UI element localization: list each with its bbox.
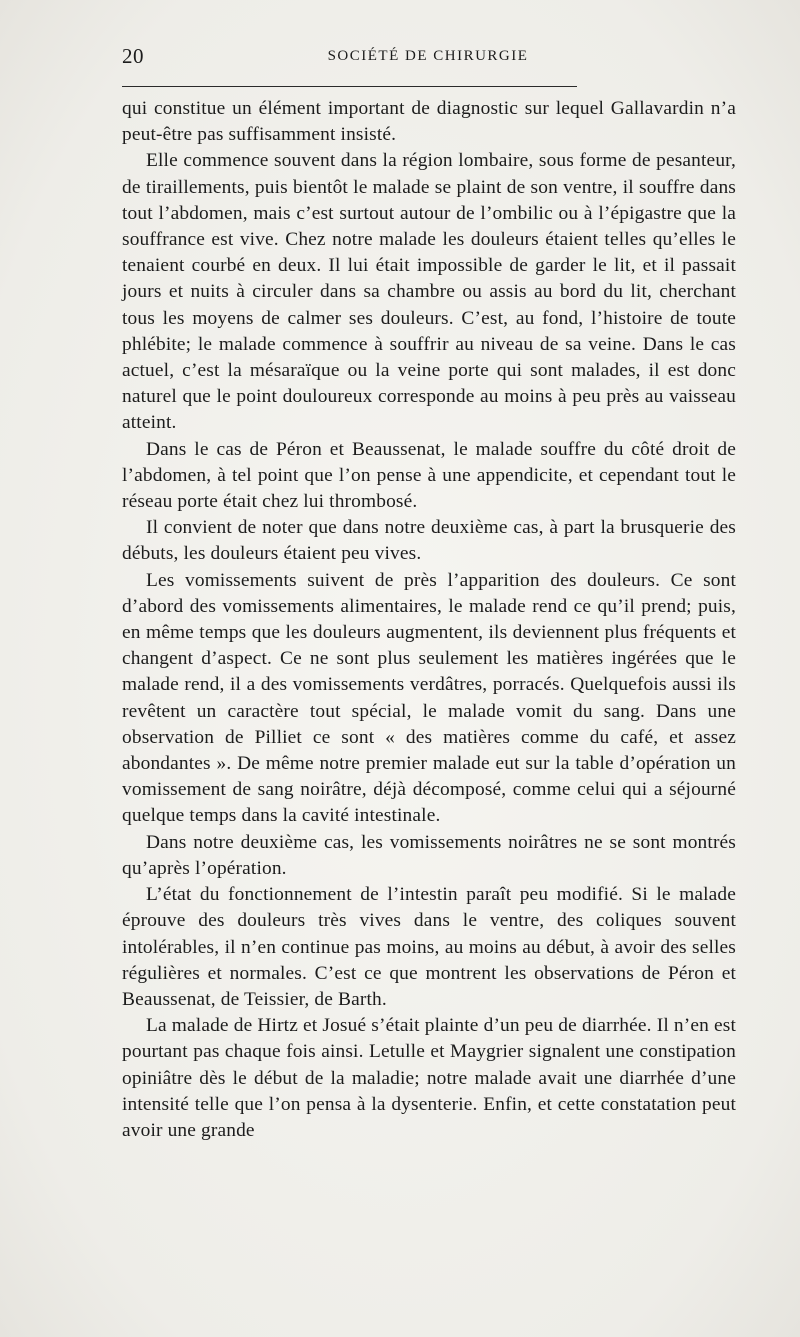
paragraph: Il convient de noter que dans notre deuxième cas, à part la brusquerie des débuts, les douleurs étaient peu vives. xyxy=(122,517,736,565)
paragraph: L’état du fonctionnement de l’intestin paraît peu modifié. Si le malade éprouve des douleurs très vives dans le ventre, des coliques souvent intolérables, il n’en continue pas moins, au moins au début, à avoir des selles régulières et normales. C’est ce que montrent les observations de Péron et Beaussenat, de Teissier, de Barth. xyxy=(122,884,736,1010)
paragraph: Dans notre deuxième cas, les vomissements noirâtres ne se sont montrés qu’après l’opération. xyxy=(122,831,736,879)
running-head: SOCIÉTÉ DE CHIRURGIE xyxy=(327,48,529,64)
paragraph: La malade de Hirtz et Josué s’était plainte d’un peu de diarrhée. Il n’en est pourtant pas chaque fois ainsi. Letulle et Maygrier signalent une constipation opiniâtre dès le début de la maladie; notre malade avait une diarrhée d’une intensité telle que l’on pensa à la dysenterie. Enfin, et cette constatation peut avoir une grande xyxy=(122,1015,736,1141)
page-number: 20 xyxy=(122,44,144,68)
paragraph-continued: qui constitue un élément important de diagnostic sur lequel Gallavardin n’a peut-être pas suffisamment insisté. xyxy=(122,98,736,146)
page-header xyxy=(122,44,734,72)
paragraph: Elle commence souvent dans la région lombaire, sous forme de pesanteur, de tiraillements, puis bientôt le malade se plaint de son ventre, il souffre dans tout l’abdomen, mais c’est surtout autour de l’ombilic ou à l’épigastre que la souffrance est vive. Chez notre malade les douleurs étaient telles qu’elles le tenaient courbé en deux. Il lui était impossible de garder le lit, et il passait jours et nuits à circuler dans sa chambre ou assis au bord du lit, cherchant tous les moyens de calmer ses douleurs. C’est, au fond, l’histoire de toute phlébite; le malade commence à souffrir au niveau de sa veine. Dans le cas actuel, c’est la mésaraïque ou la veine porte qui sont malades, il est donc naturel que le point douloureux corresponde au moins à peu près au vaisseau atteint. xyxy=(122,150,736,434)
paragraph: Dans le cas de Péron et Beaussenat, le malade souffre du côté droit de l’abdomen, à tel point que l’on pense à une appendicite, et cependant tout le réseau porte était chez lui thrombosé. xyxy=(122,438,736,513)
body-text xyxy=(122,96,736,1144)
paragraph: Les vomissements suivent de près l’apparition des douleurs. Ce sont d’abord des vomissements alimentaires, le malade rend ce qu’il prend; puis, en même temps que les douleurs augmentent, ils deviennent plus fréquents et changent d’aspect. Ce ne sont plus seulement les matières ingérées que le malade rend, il a des vomissements verdâtres, porracés. Quelquefois aussi ils revêtent un caractère tout spécial, le malade vomit du sang. Dans une observation de Pilliet ce sont « des matières comme du café, et assez abondantes ». De même notre premier malade eut sur la table d’opération un vomissement de sang noirâtre, déjà décomposé, comme celui qui a séjourné quelque temps dans la cavité intestinale. xyxy=(122,569,736,827)
header-rule xyxy=(122,86,577,87)
